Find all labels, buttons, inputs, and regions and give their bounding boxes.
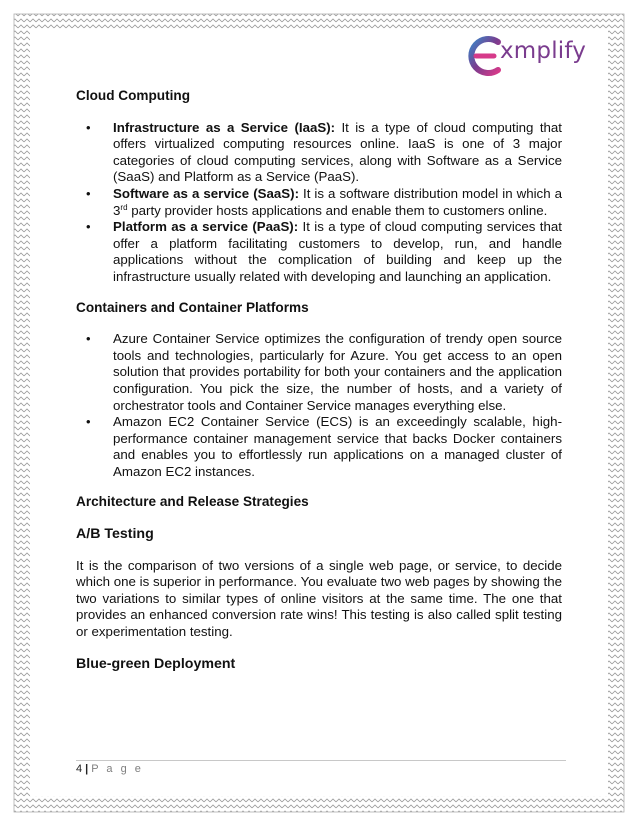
document-body [76,88,562,687]
heading-architecture: Architecture and Release Strategies [76,494,309,510]
page-footer [76,760,566,775]
logo-wordmark: xmplify [500,38,587,64]
heading-cloud-computing: Cloud Computing [76,88,191,103]
footer-separator: | [85,763,89,775]
page-number: 4 [76,763,83,775]
containers-list [76,331,562,480]
list-item: • Amazon EC2 Container Service (ECS) is an exceedingly scalable, high-performance container management service that backs Docker containers and enables you to effortlessly run applications on a managed cluster of Amazon EC2 instances. [76,414,562,480]
list-item: • Software as a service (SaaS): It is a software distribution model in which a 3rd party provider hosts applications and enable them to customers online. [76,186,562,219]
ab-testing-paragraph: It is the comparison of two versions of a single web page, or service, to decide which one is superior in performance. You evaluate two web pages by showing the two variations to similar types of online visitors at the same time. The one that provides an enhanced conversion rate wins! This testing is also called split testing or experimentation testing. [76,557,562,640]
heading-containers: Containers and Container Platforms [76,299,309,315]
cloud-list [76,120,562,286]
heading-blue-green: Blue-green Deployment [76,655,236,672]
list-item: • Azure Container Service optimizes the configuration of trendy open source tools and technologies, particularly for Azure. You get access to an open solution that provides portability for both your containers and the application configuration. You pick the size, the number of hosts, and a variety of orchestrator tools and Container Service manages everything else. [76,331,562,414]
list-item: • Infrastructure as a Service (IaaS): It is a type of cloud computing that offers virtualized computing resources online. IaaS is one of 3 major categories of cloud computing services, along with Software as a Service (SaaS) and Platform as a Service (PaaS). [76,120,562,186]
page-label: P a g e [91,763,144,775]
heading-ab-testing: A/B Testing [76,526,154,543]
list-item: • Platform as a service (PaaS): It is a type of cloud computing services that offer a platform facilitating customers to develop, run, and handle applications without the complication of building and keep up the infrastructure usually related with developing and launching an application. [76,219,562,285]
